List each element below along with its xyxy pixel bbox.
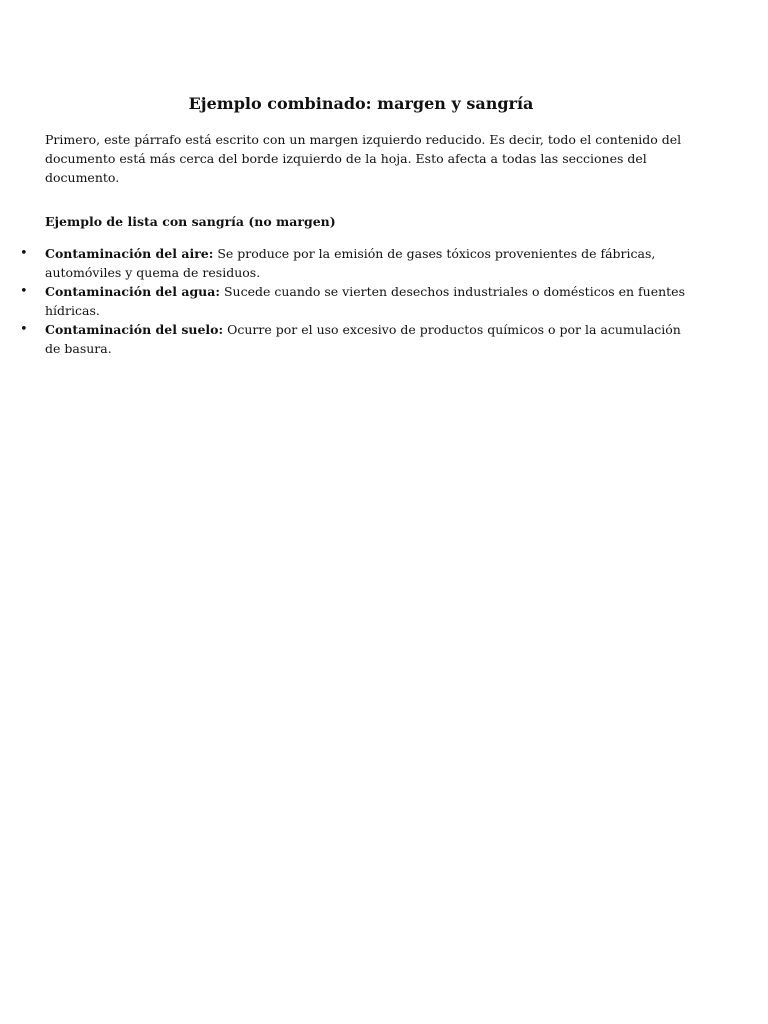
list-item-term: Contaminación del aire: bbox=[45, 246, 214, 261]
list-item bbox=[0, 282, 685, 320]
bullet-icon: • bbox=[20, 322, 28, 337]
bullet-icon: • bbox=[20, 246, 28, 261]
list-item bbox=[0, 320, 685, 358]
list-item-text: Ocurre por el uso excesivo de productos químicos o por la acumulación de basura. bbox=[45, 322, 681, 356]
list-item-text: Se produce por la emisión de gases tóxicos provenientes de fábricas, automóviles y quema de residuos. bbox=[45, 246, 656, 280]
bullet-list bbox=[0, 244, 720, 358]
intro-paragraph: Primero, este párrafo está escrito con un margen izquierdo reducido. Es decir, todo el contenido del documento está más cerca del borde izquierdo de la hoja. Esto afecta a todas las secciones del documento. bbox=[45, 132, 682, 185]
list-item-term: Contaminación del agua: bbox=[45, 284, 220, 299]
document-title: Ejemplo combinado: margen y sangría bbox=[188, 94, 534, 113]
bullet-icon: • bbox=[20, 284, 28, 299]
list-item-term: Contaminación del suelo: bbox=[45, 322, 224, 337]
list-heading: Ejemplo de lista con sangría (no margen) bbox=[45, 214, 336, 229]
list-item-text: Sucede cuando se vierten desechos industriales o domésticos en fuentes hídricas. bbox=[45, 284, 685, 318]
list-item bbox=[0, 244, 685, 282]
